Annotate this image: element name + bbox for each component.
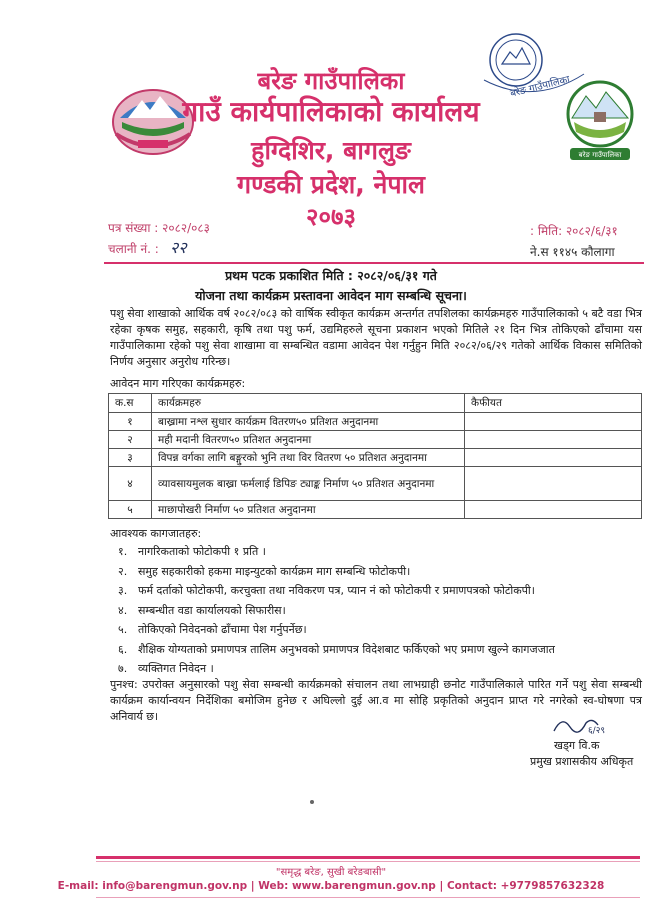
footer-bottom-divider bbox=[96, 897, 640, 898]
programs-table bbox=[108, 393, 642, 519]
row-remark bbox=[465, 431, 642, 449]
item-number: ६. bbox=[118, 642, 128, 656]
dispatch-number-value: २२ bbox=[170, 238, 187, 257]
stamp-text: बरेङ गाउँपालिका bbox=[509, 74, 571, 100]
item-text: फर्म दर्ताको फोटोकपी, करचुक्ता तथा नविकरण पत्र, प्यान नं को फोटोकपी र प्रमाणपत्रको फोटोकपी। bbox=[138, 584, 535, 597]
item-text: व्यक्तिगत निवेदन । bbox=[138, 662, 214, 675]
row-program: व्यावसायमुलक बाख्रा फर्मलाई डिपिङ ट्याङ्क निर्माण ५० प्रतिशत अनुदानमा bbox=[152, 467, 465, 501]
signer-title: प्रमुख प्रशासकीय अधिकृत bbox=[530, 755, 634, 768]
published-date: प्रथम पटक प्रकाशित मिति : २०८२/०६/३१ गते bbox=[225, 268, 437, 283]
nepal-sambat-date: ने.स ११४५ कौलागा bbox=[530, 245, 615, 259]
item-text: सम्बन्धीत वडा कार्यालयको सिफारीस। bbox=[138, 603, 286, 617]
table-header-row bbox=[109, 394, 642, 413]
letter-number: पत्र संख्या : २०८२/०८३ bbox=[108, 221, 210, 235]
signature-mark bbox=[552, 713, 612, 737]
item-number: ७. bbox=[118, 662, 128, 675]
documents-list bbox=[118, 542, 638, 679]
list-item bbox=[118, 601, 638, 621]
list-item bbox=[118, 640, 638, 660]
header-program: कार्यक्रमहरु bbox=[152, 394, 465, 413]
signer-name: खड्ग वि.क bbox=[554, 739, 600, 752]
footer-divider-thin bbox=[96, 861, 640, 862]
item-number: ४. bbox=[118, 603, 128, 617]
footer-slogan: "समृद्ध बरेङ, सुखी बरेङबासी" bbox=[275, 867, 387, 878]
row-remark bbox=[465, 449, 642, 467]
row-program: बाख्रामा नश्ल सुधार कार्यक्रम वितरण५० प्रतिशत अनुदानमा bbox=[152, 413, 465, 431]
municipality-name: बरेङ गाउँपालिका bbox=[257, 67, 405, 95]
row-remark bbox=[465, 501, 642, 519]
office-address: हुग्दिशिर, बागलुङ bbox=[251, 136, 411, 165]
dispatch-number-label: चलानी नं. : bbox=[108, 242, 159, 256]
logo-text: बरेङ गाउँपालिका bbox=[578, 151, 622, 159]
item-text: तोकिएको निवेदनको ढाँचामा पेश गर्नुपर्नेछ। bbox=[138, 623, 307, 636]
list-item bbox=[118, 542, 638, 562]
row-program: मही मदानी वितरण५० प्रतिशत अनुदानमा bbox=[152, 431, 465, 449]
item-number: ५. bbox=[118, 623, 128, 636]
row-remark bbox=[465, 413, 642, 431]
table-row bbox=[109, 431, 642, 449]
letter-date: : मिति: २०८२/६/३१ bbox=[530, 224, 618, 238]
programs-label: आवेदन माग गरिएका कार्यक्रमहरु: bbox=[110, 377, 246, 390]
item-text: समुह सहकारीको हकमा माइन्युटको कार्यक्रम माग सम्बन्धि फोटोकपी। bbox=[138, 564, 411, 578]
row-sn: १ bbox=[109, 413, 152, 431]
table-row bbox=[109, 467, 642, 501]
item-text: शैक्षिक योग्यताको प्रमाणपत्र तालिम अनुभवको प्रमाणपत्र विदेशबाट फर्किएको भए प्रमाण खुल्ने कागजजात bbox=[138, 642, 555, 656]
row-remark bbox=[465, 467, 642, 501]
intro-paragraph: पशु सेवा शाखाको आर्थिक वर्ष २०८२/०८३ को वार्षिक स्वीकृत कार्यक्रम अन्तर्गत तपशिलका कार्यक्रमहरु गाउँपालिकाको ५ बटै वडा भित्र रहेका कृषक समुह, सहकारी, कृषि तथा पशु फर्म, उद्यमिहरुले सूचना प्रकाशन भएको मितिले २१ दिन भित्र तोकिएको ढाँचामा यस गाउँपालिकामा रहेको पशु सेवा शाखामा वा सम्बन्धित वडामा आवेदन पेश गर्नुहुन मिति २०८२/०६/२९ गतेको आर्थिक विकास समितिको निर्णय अनुसार अनुरोध गरिन्छ। bbox=[110, 307, 642, 368]
list-item bbox=[118, 562, 638, 582]
documents-label: आवश्यक कागजातहरु: bbox=[110, 527, 202, 540]
footer-divider bbox=[96, 856, 640, 859]
row-program: माछापोखरी निर्माण ५० प्रतिशत अनुदानमा bbox=[152, 501, 465, 519]
header-sn: क.स bbox=[109, 394, 152, 413]
item-number: १. bbox=[118, 545, 128, 558]
notice-title: योजना तथा कार्यक्रम प्रस्तावना आवेदन माग सम्बन्धि सूचना। bbox=[195, 288, 467, 303]
item-number: ३. bbox=[118, 584, 128, 597]
table-row bbox=[109, 413, 642, 431]
office-name: गाउँ कार्यपालिकाको कार्यालय bbox=[182, 95, 480, 128]
header-divider bbox=[104, 262, 644, 264]
province-name: गण्डकी प्रदेश, नेपाल bbox=[237, 170, 425, 199]
row-sn: २ bbox=[109, 431, 152, 449]
established-year: २०७३ bbox=[306, 203, 356, 231]
header-remark: कैफीयत bbox=[465, 394, 642, 413]
footer-contact: E-mail: info@barengmun.gov.np | Web: www.barengmun.gov.np | Contact: +9779857632328 bbox=[57, 880, 605, 892]
row-sn: ४ bbox=[109, 467, 152, 501]
item-text: नागरिकताको फोटोकपी १ प्रति । bbox=[138, 545, 266, 558]
table-row bbox=[109, 449, 642, 467]
postscript-paragraph: पुनश्च: उपरोक्त अनुसारको पशु सेवा सम्बन्धी कार्यक्रमको संचालन तथा लाभग्राही छनोट गाउँपालिकाले पारित गर्ने पशु सेवा सम्बन्धी कार्यक्रम कार्यान्वयन निर्देशिका बमोजिम हुनेछ र अघिल्लो दुई आ.व मा सोहि प्रकृतिको अनुदान प्राप्त गरे नगरेको स्व-घोषणा पत्र अनिवार्य छ। bbox=[110, 678, 642, 723]
table-row bbox=[109, 501, 642, 519]
item-number: २. bbox=[118, 564, 128, 578]
row-sn: ३ bbox=[109, 449, 152, 467]
list-item bbox=[118, 581, 638, 601]
signature-date: ६/२९ bbox=[588, 726, 606, 736]
row-program: विपन्न वर्गका लागि बङ्गुरको भुनि तथा विर वितरण ५० प्रतिशत अनुदानमा bbox=[152, 449, 465, 467]
stray-mark bbox=[310, 800, 314, 804]
row-sn: ५ bbox=[109, 501, 152, 519]
list-item bbox=[118, 659, 638, 679]
list-item bbox=[118, 620, 638, 640]
